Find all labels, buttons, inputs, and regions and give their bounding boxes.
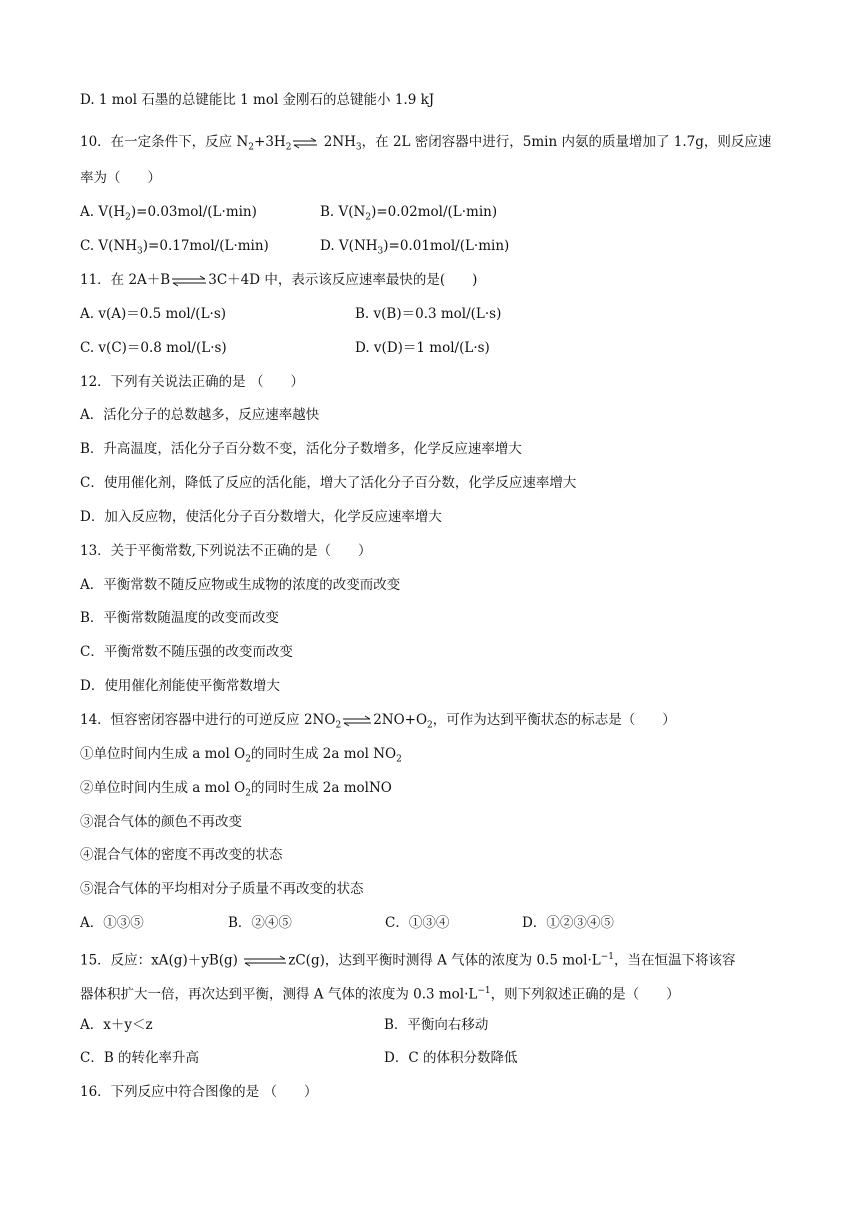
- subscript: 3: [137, 246, 143, 257]
- q13-option-a: A．平衡常数不随反应物或生成物的浓度的改变而改变: [80, 577, 401, 593]
- q13-option-c: C．平衡常数不随压强的改变而改变: [80, 644, 293, 660]
- q15-text-2: zC(g)，达到平衡时测得 A 气体的浓度为 0.5 mol·L: [288, 952, 601, 969]
- stmt-text: 的同时生成 2a molNO: [250, 780, 392, 796]
- superscript: −1: [600, 952, 615, 962]
- opt-text: D. V(NH: [320, 238, 378, 254]
- equilibrium-arrow-icon: [243, 955, 287, 967]
- q14-stem: [80, 710, 676, 736]
- q15-option-d: D．C 的体积分数降低: [384, 1050, 518, 1066]
- q10-stem: [80, 132, 771, 158]
- q14-option-d: D．①②③④⑤: [522, 915, 614, 931]
- q11-text-2: 3C＋4D 中，表示该反应速率最快的是( ): [208, 272, 478, 288]
- subscript: 2: [285, 142, 292, 153]
- q14-text-2: 2NO+O: [373, 712, 428, 728]
- q11-text-1: 11．在 2A＋B: [80, 272, 171, 288]
- q14-option-b: B．②④⑤: [228, 915, 292, 931]
- q15-stem-cont: [80, 981, 680, 1005]
- q12-option-a: A．活化分子的总数越多，反应速率越快: [80, 407, 320, 423]
- q16-stem: 16．下列反应中符合图像的是 （ ）: [80, 1084, 318, 1100]
- q10-text-2: +3H: [254, 134, 286, 150]
- q15-text-5: ，则下列叙述正确的是（ ）: [490, 986, 680, 1003]
- q15-option-c: C．B 的转化率升高: [80, 1050, 200, 1066]
- q10-option-c: [80, 236, 269, 262]
- q14-statement-4: ④混合气体的密度不再改变的状态: [80, 847, 283, 863]
- q12-stem: 12．下列有关说法正确的是 （ ）: [80, 374, 304, 390]
- q11-option-b: B. v(B)＝0.3 mol/(L·s): [355, 306, 502, 322]
- opt-text: A. V(H: [80, 204, 126, 220]
- opt-text: B. V(N: [320, 204, 366, 220]
- q14-statement-1: [80, 744, 402, 770]
- q10-text-4: ，在 2L 密闭容器中进行，5min 内氨的质量增加了 1.7g，则反应速: [361, 134, 772, 150]
- q15-option-b: B．平衡向右移动: [384, 1017, 489, 1033]
- q11-option-a: A. v(A)＝0.5 mol/(L·s): [80, 306, 227, 322]
- q13-option-d: D．使用催化剂能使平衡常数增大: [80, 678, 280, 694]
- q15-text-1: 15．反应：xA(g)＋yB(g): [80, 952, 243, 969]
- q12-option-d: D．加入反应物，使活化分子百分数增大，化学反应速率增大: [80, 509, 442, 525]
- subscript: 3: [355, 142, 362, 153]
- q15-option-a: A．x＋y＜z: [80, 1017, 153, 1033]
- opt-text: )=0.17mol/(L·min): [142, 238, 269, 254]
- q10-stem-cont: 率为（ ）: [80, 170, 161, 186]
- subscript: 2: [125, 212, 131, 223]
- q10-option-a: [80, 202, 257, 228]
- q14-statement-5: ⑤混合气体的平均相对分子质量不再改变的状态: [80, 881, 364, 897]
- q10-text-1: 10．在一定条件下，反应 N: [80, 134, 249, 150]
- q13-stem: 13．关于平衡常数,下列说法不正确的是（ ）: [80, 543, 372, 559]
- q10-text-3: 2NH: [319, 134, 356, 150]
- subscript: 2: [396, 754, 402, 765]
- q11-option-d: D. v(D)＝1 mol/(L·s): [355, 340, 490, 356]
- q11-option-c: C. v(C)＝0.8 mol/(L·s): [80, 340, 227, 356]
- q14-text-3: ，可作为达到平衡状态的标志是（ ）: [432, 712, 676, 728]
- subscript: 2: [335, 720, 342, 731]
- stmt-text: 的同时生成 2a mol NO: [250, 746, 397, 762]
- q12-option-c: C．使用催化剂，降低了反应的活化能，增大了活化分子百分数，化学反应速率增大: [80, 475, 577, 491]
- q14-statement-3: ③混合气体的颜色不再改变: [80, 814, 242, 830]
- opt-text: C. V(NH: [80, 238, 138, 254]
- equilibrium-arrow-icon: [342, 715, 372, 727]
- opt-text: )=0.01mol/(L·min): [383, 238, 510, 254]
- stmt-text: ②单位时间内生成 a mol O: [80, 780, 246, 796]
- q13-option-b: B．平衡常数随温度的改变而改变: [80, 610, 279, 626]
- q14-option-c: C．①③④: [385, 915, 450, 931]
- subscript: 2: [245, 788, 251, 799]
- q14-statement-2: [80, 778, 392, 804]
- q15-text-3: ，当在恒温下将该容: [614, 952, 736, 969]
- q10-option-b: [320, 202, 497, 228]
- q15-stem: [80, 947, 736, 971]
- stmt-text: ①单位时间内生成 a mol O: [80, 746, 246, 762]
- superscript: −1: [477, 986, 491, 996]
- subscript: 2: [245, 754, 251, 765]
- q12-option-b: B．升高温度，活化分子百分数不变，活化分子数增多，化学反应速率增大: [80, 441, 522, 457]
- q10-option-d: [320, 236, 509, 262]
- subscript: 2: [427, 720, 433, 731]
- q14-option-a: A．①③⑤: [80, 915, 144, 931]
- equilibrium-arrow-icon: [292, 137, 318, 149]
- equilibrium-arrow-icon: [171, 275, 207, 287]
- q11-stem: [80, 270, 477, 290]
- q15-text-4: 器体积扩大一倍，再次达到平衡，测得 A 气体的浓度为 0.3 mol·L: [80, 986, 478, 1003]
- opt-text: )=0.02mol/(L·min): [371, 204, 498, 220]
- q9-option-d: D. 1 mol 石墨的总键能比 1 mol 金刚石的总键能小 1.9 kJ: [80, 92, 435, 108]
- subscript: 2: [365, 212, 372, 223]
- subscript: 2: [248, 142, 255, 153]
- subscript: 3: [377, 246, 384, 257]
- opt-text: )=0.03mol/(L·min): [130, 204, 257, 220]
- q14-text-1: 14．恒容密闭容器中进行的可逆反应 2NO: [80, 712, 336, 728]
